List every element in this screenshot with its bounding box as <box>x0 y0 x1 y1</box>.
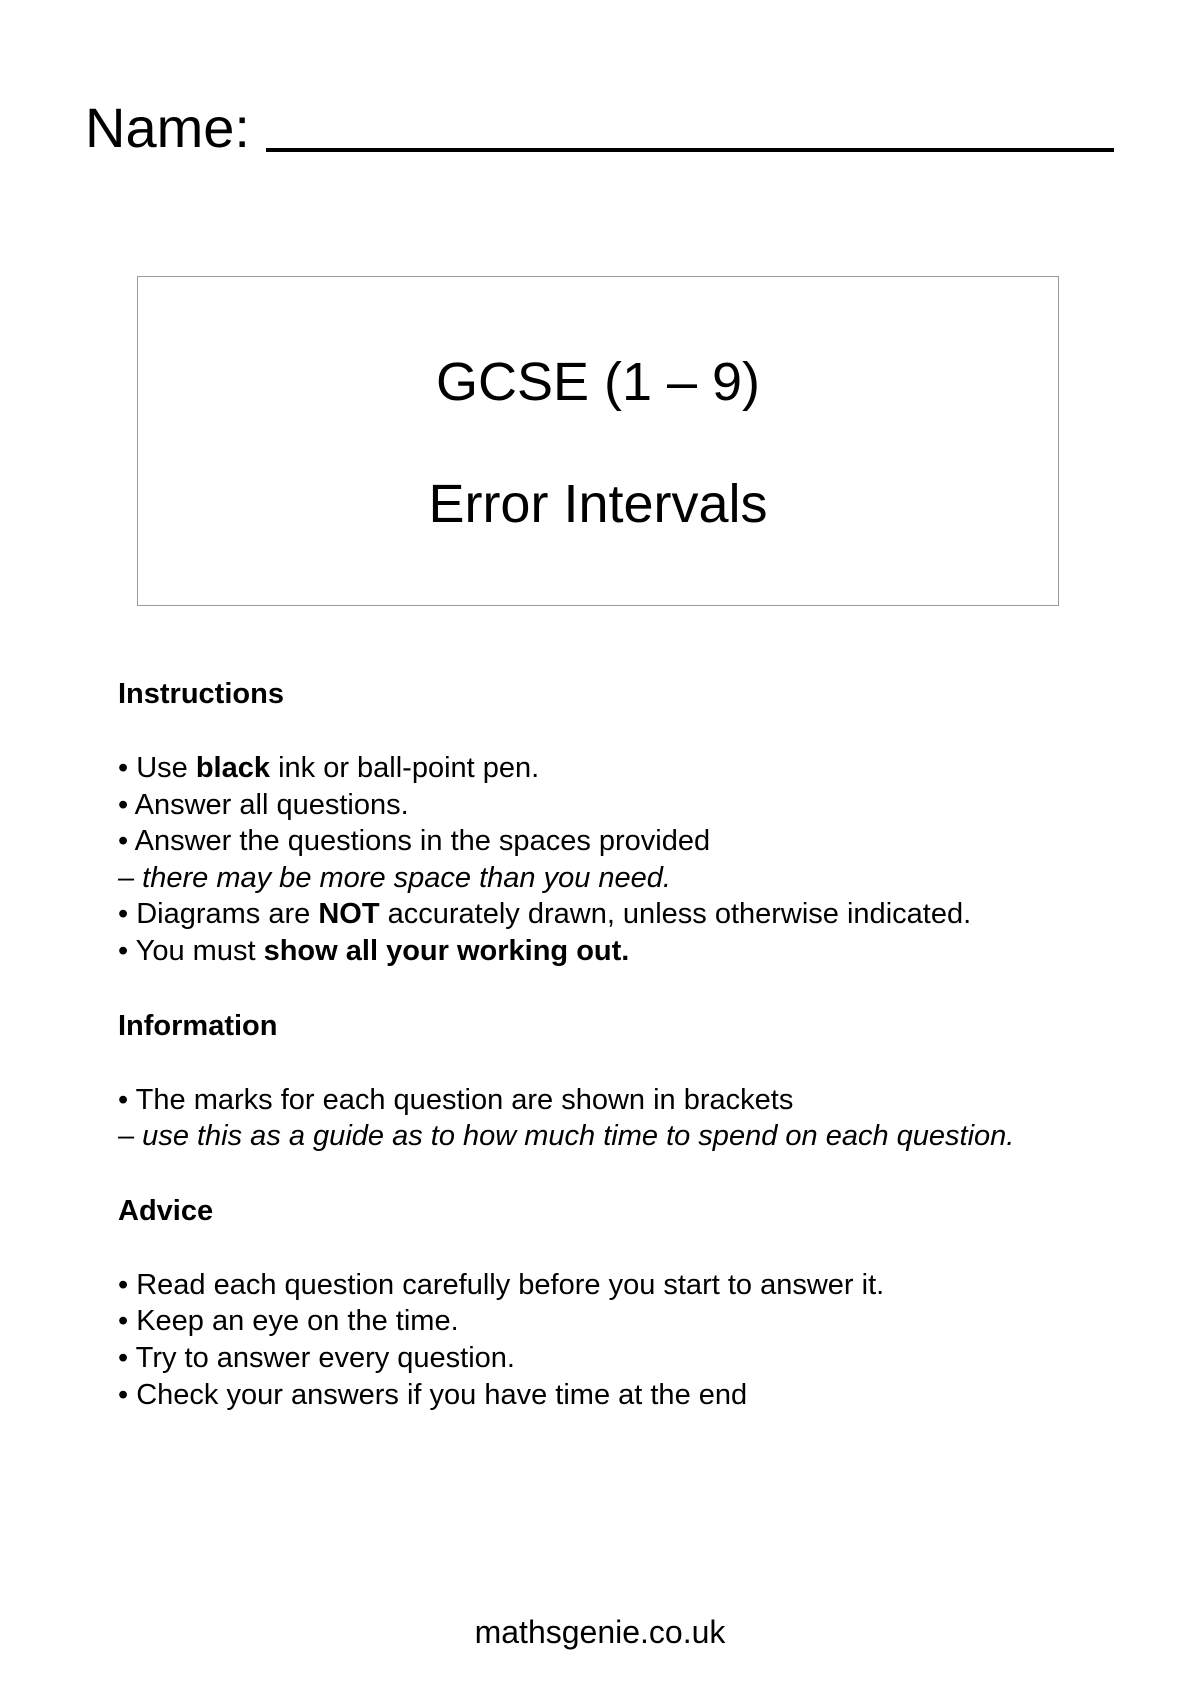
title-box <box>137 276 1059 606</box>
instruction-item: • Diagrams are NOT accurately drawn, unless otherwise indicated. <box>118 898 972 931</box>
instructions-content <box>118 676 1178 1413</box>
advice-item: • Keep an eye on the time. <box>118 1305 459 1338</box>
instructions-heading: Instructions <box>118 678 284 710</box>
name-answer-line <box>266 148 1114 152</box>
instruction-item: • Use black ink or ball-point pen. <box>118 752 540 784</box>
advice-item: • Read each question carefully before you start to answer it. <box>118 1268 885 1301</box>
advice-item: • Check your answers if you have time at the end <box>118 1378 748 1411</box>
topic-title: Error Intervals <box>428 474 768 534</box>
information-item: • The marks for each question are shown in brackets <box>118 1083 794 1116</box>
footer-site: mathsgenie.co.uk <box>474 1614 726 1650</box>
name-row <box>85 96 1114 159</box>
information-note: – use this as a guide as to how much time to spend on each question. <box>118 1120 1015 1153</box>
information-heading: Information <box>118 1009 278 1042</box>
instruction-item: • You must show all your working out. <box>118 934 630 967</box>
instruction-item: • Answer all questions. <box>118 788 409 821</box>
instruction-note: – there may be more space than you need. <box>118 861 671 894</box>
instruction-item: • Answer the questions in the spaces provided <box>118 825 711 858</box>
advice-item: • Try to answer every question. <box>118 1341 515 1374</box>
name-label: Name: <box>85 96 250 159</box>
advice-heading: Advice <box>118 1194 214 1227</box>
qualification-title: GCSE (1 – 9) <box>435 352 761 412</box>
